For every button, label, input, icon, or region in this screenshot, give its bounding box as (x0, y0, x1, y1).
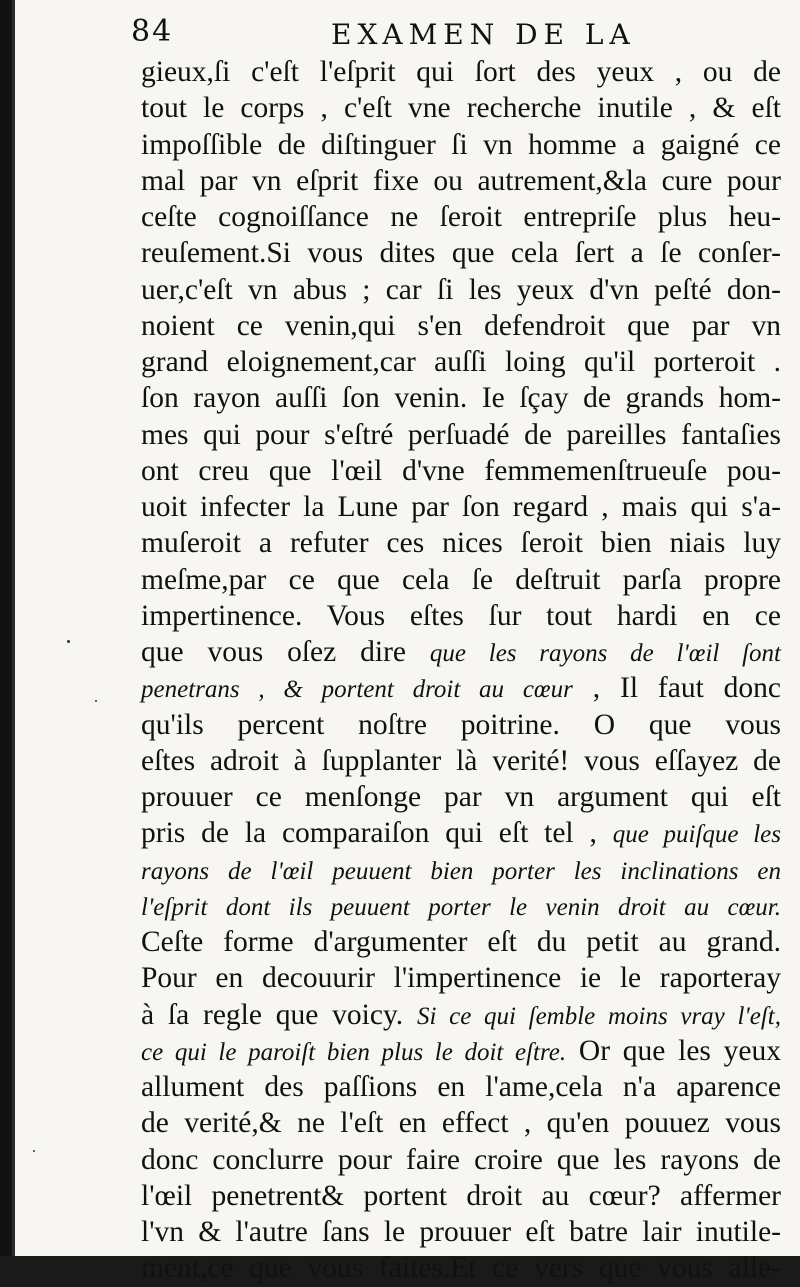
text-line (141, 997, 781, 1033)
text-run: ont creu que l'œil d'vne femmemenſtrueuſe pou- (141, 454, 781, 487)
text-line (141, 888, 781, 924)
running-head: EXAMEN DE LA (331, 18, 636, 51)
text-run: grand eloignement,car auſſi loing qu'il porteroit . (141, 346, 781, 378)
text-line (141, 634, 781, 670)
text-run: qu'ils percent noſtre poitrine. O que vous (141, 708, 781, 741)
text-run: donc conclurre pour faire croire que les rayons de (141, 1143, 781, 1176)
text-line (141, 960, 781, 996)
text-run: pris de la comparaiſon qui eſt tel , (141, 817, 613, 850)
italic-run: Si ce qui ſemble moins vray l'eſt, (416, 1002, 781, 1030)
text-line (141, 598, 781, 634)
text-line (141, 815, 781, 851)
text-line (141, 199, 781, 235)
text-run: de verité,& ne l'eſt en effect , qu'en pouuez vous (141, 1107, 781, 1140)
text-run: uoit infecter la Lune par ſon regard , mais qui s'a- (141, 491, 781, 523)
text-line (141, 54, 781, 90)
italic-run: rayons de l'œil peuuent bien porter les inclinations en (141, 857, 781, 885)
text-line (141, 562, 781, 598)
text-line (141, 852, 781, 888)
italic-run: ce qui le paroiſt bien plus le doit eſtre. (141, 1038, 567, 1066)
text-line (141, 90, 781, 126)
text-run: tout le corps , c'eſt vne recherche inutile , & eſt (141, 92, 781, 125)
text-line (141, 1069, 781, 1105)
text-run: mal par vn eſprit fixe ou autrement,&la cure pour (141, 164, 781, 197)
text-line (141, 308, 781, 344)
text-run: allument des paſſions en l'ame,cela n'a aparence (141, 1071, 781, 1103)
text-run: impertinence. Vous eſtes ſur tout hardi en ce (141, 599, 781, 632)
text-run: ceſte cognoiſſance ne ſeroit entrepriſe plus heu- (141, 201, 781, 233)
text-run: à ſa regle que voicy. (141, 998, 417, 1031)
page-header (131, 14, 791, 52)
text-run: eſtes adroit à ſupplanter là verité! vous eſſayez de (141, 744, 781, 777)
text-line (141, 525, 781, 561)
text-run: impoſſible de diſtinguer ſi vn homme a gaigné ce (141, 128, 781, 161)
text-line (141, 272, 781, 308)
text-run: meſme,par ce que cela ſe deſtruit parſa propre (141, 563, 781, 596)
text-run: uer,c'eſt vn abus ; car ſi les yeux d'vn peſté don- (141, 273, 781, 306)
page-number: 84 (131, 14, 174, 49)
text-run: ment,ce que vous faites.Et ce vers que vous alle- (141, 1252, 781, 1285)
text-line (141, 1214, 781, 1250)
text-run: Or que les yeux (566, 1034, 781, 1067)
text-line (141, 453, 781, 489)
text-run: Ceſte forme d'argumenter eſt du petit au grand. (141, 926, 781, 958)
text-line (141, 779, 781, 815)
body-text (141, 54, 781, 1287)
text-line (141, 1178, 781, 1214)
text-line (141, 707, 781, 743)
text-run: prouuer ce menſonge par vn argument qui eſt (141, 781, 781, 813)
text-run: l'œil penetrent& portent droit au cœur? affermer (141, 1179, 781, 1212)
text-run: gieux,ſi c'eſt l'eſprit qui ſort des yeux , ou de (141, 56, 781, 88)
text-run: Pour en decouurir l'impertinence ie le raporteray (141, 962, 781, 995)
text-line (141, 743, 781, 779)
text-line (141, 670, 781, 706)
italic-run: que puiſque les (612, 821, 781, 849)
text-line (141, 235, 781, 271)
text-run: , Il faut donc (572, 672, 782, 705)
text-run: reuſement.Si vous dites que cela ſert a ſe conſer- (141, 237, 781, 270)
text-line (141, 127, 781, 163)
text-line (141, 924, 781, 960)
text-line (141, 1142, 781, 1178)
text-run: l'vn & l'autre ſans le prouuer eſt batre lair inutile- (141, 1216, 781, 1248)
text-line (141, 417, 781, 453)
italic-run: l'eſprit dont ils peuuent porter le venin droit au cœur. (141, 893, 781, 921)
text-run: muſeroit a refuter ces nices ſeroit bien niais luy (141, 527, 781, 560)
text-line (141, 380, 781, 416)
italic-run: penetrans , & portent droit au cœur (141, 676, 573, 704)
text-run: que vous oſez dire (141, 636, 430, 668)
italic-run: que les rayons de l'œil ſont (429, 640, 781, 667)
text-run: ſon rayon auſſi ſon venin. Ie ſçay de grands hom- (141, 382, 781, 415)
book-page (12, 0, 800, 1285)
text-run: noient ce venin,qui s'en defendroit que par vn (141, 309, 781, 342)
text-line (141, 1033, 781, 1069)
text-line (141, 489, 781, 525)
text-line (141, 163, 781, 199)
text-line (141, 344, 781, 380)
text-line (141, 1105, 781, 1141)
text-run: mes qui pour s'eſtré perſuadé de pareilles fantaſies (141, 418, 781, 451)
